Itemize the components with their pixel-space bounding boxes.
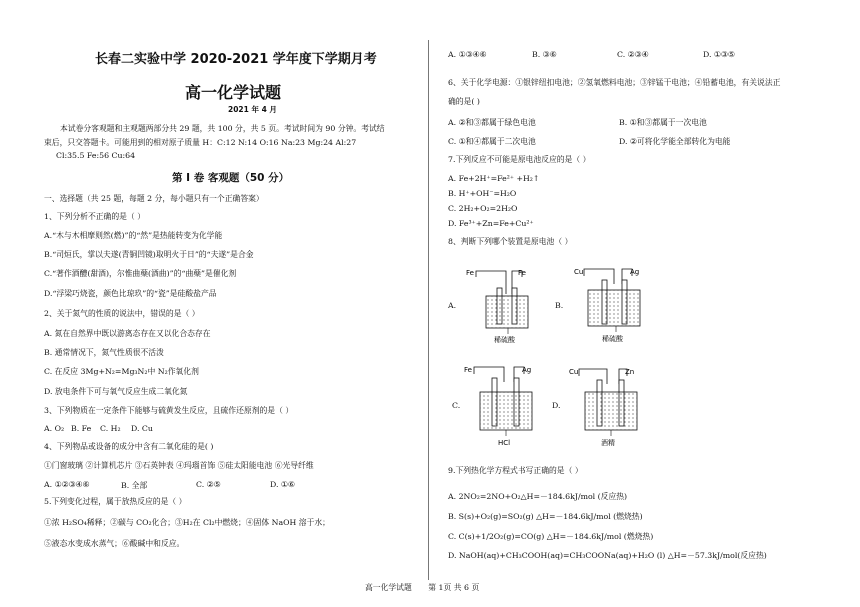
q5-line: ①浓 H₂SO₄稀释；②碳与 CO₂化合；③H₂在 Cl₂中燃烧；④固体 NaOH 溶于水； [44,518,330,527]
q9-option: D. NaOH(aq)+CH₃COOH(aq)=CH₃COONa(aq)+H₂O (l) △H=－57.3kJ/mol(反应热) [448,551,767,560]
cell-c-right-electrode: Ag [522,366,532,374]
cell-c-solution: HCl [498,439,511,447]
q1-stem: 1、下列分析不正确的是（ ） [44,212,146,221]
cell-d-solution: 酒精 [601,439,615,447]
intro-line: 束后，只交答题卡。可能用到的相对原子质量 H：C:12 N:14 O:16 Na:23 Mg:24 Al:27 [44,138,357,147]
cell-d-left-electrode: Cu [569,368,579,376]
cell-b-left-electrode: Cu [574,268,584,276]
cell-a-right-electrode: Fe [518,269,526,277]
cell-d-right-electrode: Zn [625,368,635,376]
instruction: 一、选择题（共 25 题，每题 2 分，每小题只有一个正确答案） [44,194,264,203]
q6-stem-cont: 确的是( ) [448,97,480,106]
section-title: 第 I 卷 客观题（50 分） [172,172,290,184]
q6-option: D. ②可将化学能全部转化为电能 [619,137,731,146]
intro-line: 本试卷分客观题和主观题两部分共 29 题，共 100 分，共 5 页。考试时间为 90 分钟。考试结 [60,124,385,133]
q3-option: A. O₂ [44,424,65,433]
q5-option: A. ①③④⑥ [448,50,487,59]
q4-option: C. ②⑤ [196,480,221,489]
q1-option: C.“著作酒醴(甜酒)，尔惟曲蘖(酒曲)”的“曲蘖”是催化剂 [44,269,237,278]
q5-option: C. ②③④ [617,50,649,59]
q3-option: C. H₂ [100,424,121,433]
q3-option: D. Cu [131,424,153,433]
cell-a-diagram [466,266,556,344]
q9-option: C. C(s)+1/2O₂(g)=CO(g) △H=－184.6kJ/mol (燃烧热) [448,532,654,541]
cell-c-left-electrode: Fe [464,366,472,374]
q1-option: A.“木与木相摩则然(燃)”的“然”是热能转变为化学能 [44,231,223,240]
q7-option: B. H⁺+OH⁻=H₂O [448,189,517,198]
q7-option: C. 2H₂+O₂=2H₂O [448,204,518,213]
q7-stem: 7.下列反应不可能是原电池反应的是（ ） [448,155,591,164]
q2-stem: 2、关于氮气的性质的说法中，错误的是（ ） [44,309,200,318]
q2-option: D. 放电条件下可与氧气反应生成二氧化氮 [44,387,188,396]
cell-a-solution: 稀硫酸 [494,336,515,344]
page-footer [365,582,493,593]
q5-option: B. ③⑥ [532,50,557,59]
q2-option: A. 氮在自然界中既以游离态存在又以化合态存在 [44,329,211,338]
q4-stem: 4、下列物品或设备的成分中含有二氧化硅的是( ) [44,442,214,451]
q1-option: D.“浮梁巧烧瓷，颜色比琼玖”的“瓷”是硅酸盐产品 [44,289,217,298]
q6-stem: 6、关于化学电源：①银锌纽扣电池；②氢氧燃料电池；③锌锰干电池；④铅蓄电池，有关说法正 [448,78,781,87]
q3-stem: 3、下列物质在一定条件下能够与硫黄发生反应，且硫作还原剂的是（ ） [44,406,294,415]
column-divider [428,40,429,580]
exam-title: 高一化学试题 [185,83,282,102]
cell-c-letter: C. [452,401,461,410]
q7-option: A. Fe+2H⁺=Fe²⁺ +H₂↑ [448,174,540,183]
q9-stem: 9.下列热化学方程式书写正确的是（ ） [448,466,583,475]
cell-c-diagram [462,362,552,448]
cell-a-letter: A. [448,301,457,310]
q4-option: B. 全部 [121,481,148,490]
school-title: 长春二实验中学 2020-2021 学年度下学期月考 [95,52,377,67]
q6-option: C. ①和④都属于二次电池 [448,137,536,146]
q2-option: B. 通常情况下，氮气性质很不活泼 [44,348,164,357]
exam-date: 2021 年 4 月 [228,105,277,114]
q5-stem: 5.下列变化过程，属于放热反应的是（ ） [44,497,187,506]
footer-subject: 高一化学试题 [365,583,412,592]
q5-line: ⑤液态水变成水蒸气；⑥酸碱中和反应。 [44,539,185,548]
q6-option: A. ②和③都属于绿色电池 [448,118,536,127]
q4-option: A. ①②③④⑥ [44,480,90,489]
footer-page-number: 第 1页 共 6 页 [428,583,480,592]
q7-option: D. Fe³⁺+Zn=Fe+Cu²⁺ [448,219,534,228]
cell-b-solution: 稀硫酸 [602,335,623,343]
left-column [0,0,425,607]
right-column [432,0,860,607]
q9-option: A. 2NO₂=2NO+O₂△H=－184.6kJ/mol (反应热) [448,492,628,501]
q5-option: D. ①③⑤ [703,50,735,59]
cell-d-diagram [567,364,657,448]
q8-stem: 8、判断下列哪个装置是原电池（ ） [448,237,573,246]
q4-items: ①门窗玻璃 ②计算机芯片 ③石英钟表 ④玛瑙首饰 ⑤硅太阳能电池 ⑥光导纤维 [44,461,314,470]
q1-option: B.“司烜氏，掌以夫遂(青铜凹镜)取明火于日”的“夫遂”是合金 [44,250,254,259]
cell-b-diagram [572,264,662,344]
q6-option: B. ①和③都属于一次电池 [619,118,707,127]
q9-option: B. S(s)+O₂(g)=SO₂(g) △H=－184.6kJ/mol (燃烧热) [448,512,643,521]
q3-option: B. Fe [71,424,92,433]
q2-option: C. 在反应 3Mg+N₂=Mg₃N₂中 N₂作氧化剂 [44,367,199,376]
intro-line: Cl:35.5 Fe:56 Cu:64 [56,151,136,160]
cell-a-left-electrode: Fe [466,269,474,277]
cell-b-right-electrode: Ag [630,268,640,276]
cell-b-letter: B. [555,301,564,310]
q4-option: D. ①⑥ [270,480,295,489]
cell-d-letter: D. [552,401,561,410]
